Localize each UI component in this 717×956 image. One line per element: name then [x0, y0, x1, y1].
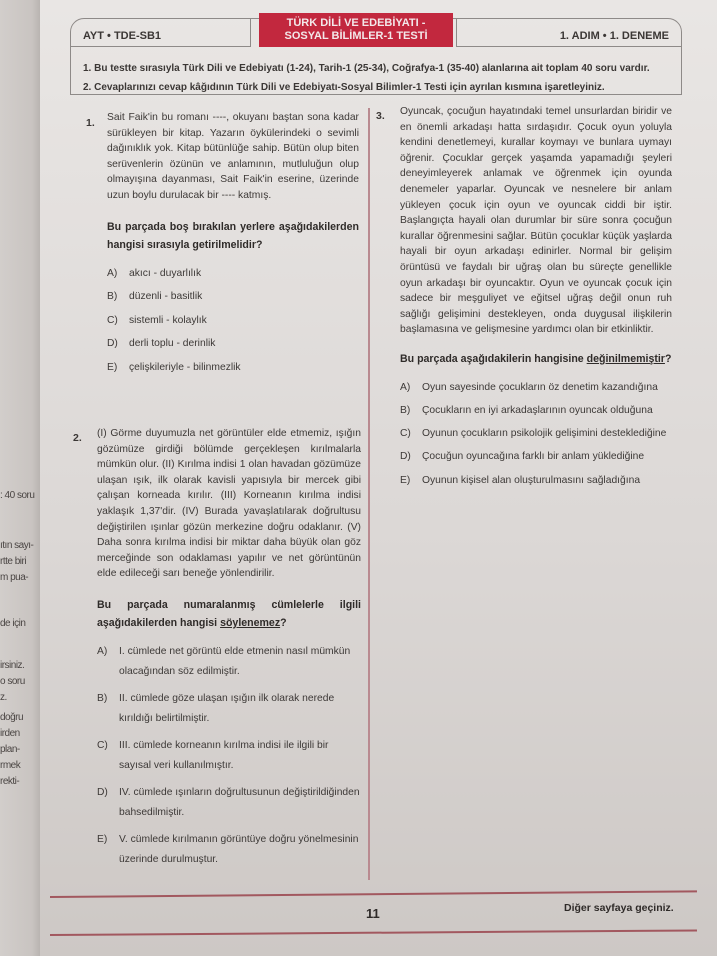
option-letter: C) — [107, 314, 118, 326]
option-text: III. cümlede korneanın kırılma indisi ile ilgili bir sayısal veri kullanılmıştır. — [119, 739, 329, 771]
bleed-text: irsiniz. — [0, 660, 25, 671]
option-text: I. cümlede net görüntü elde etmenin nasıl mümkün olacağından söz edilmiştir. — [119, 645, 351, 677]
option-letter: E) — [400, 474, 411, 486]
option-d[interactable] — [97, 783, 361, 823]
question-3 — [400, 104, 672, 496]
test-instructions — [83, 59, 650, 97]
question-2 — [97, 426, 361, 870]
option-text: V. cümlede kırılmanın görüntüye doğru yönelmesinin üzerinde durulmuştur. — [119, 833, 359, 865]
question-passage: (I) Görme duyumuzla net görüntüler elde etmemiz, ışığın gözümüze girdiği bölümde gerçekleşen kırılmalarla mümkün olur. (II) Kırılma indisi 1 olan havadan gözümüze ulaşan ışık, ilk olarak kavisli yapısıyla bir mercek gibi çalışan korneada kırılır. (III) Korneanın kırılma indisi yaklaşık 1,37'dir. (IV) Burada yavaşlatılarak doğrultusu değiştirilen ışınlar gözün merkezine doğru odaklanır. (V) Daha sonra kırılma indisi bir miktar daha büyük olan göz merceğinde son odaklaması yapılır ve net görüntünün elde edileceği sarı beneğe yönlendirilir. — [97, 428, 361, 580]
test-title-line2: SOSYAL BİLİMLER-1 TESTİ — [284, 30, 428, 42]
question-stem — [400, 350, 672, 368]
instruction-2: 2. Cevaplarınızı cevap kâğıdının Türk Dili ve Edebiyatı-Sosyal Bilimler-1 Testi için ayrılan kısmına işaretleyiniz. — [83, 82, 605, 93]
option-a[interactable] — [97, 642, 361, 682]
option-text: derli toplu - derinlik — [129, 338, 216, 350]
option-e[interactable] — [107, 360, 359, 384]
stem-text: Bu parçada aşağıdakilerin hangisine — [400, 352, 587, 365]
option-d[interactable] — [107, 336, 359, 360]
footer-bottom-rule — [50, 929, 697, 935]
instruction-1: 1. Bu testte sırasıyla Türk Dili ve Edebiyatı (1-24), Tarih-1 (25-34), Coğrafya-1 (35-40) alanlarına ait toplam 40 soru vardır. — [83, 63, 650, 74]
bleed-text: z. — [0, 692, 7, 703]
question-passage: Sait Faik'in bu romanı ----, okuyanı baştan sona kadar sürükleyen bir kitap. Yazarın öykülerindeki o sevimli dağınıklık yok. Kitap bütünlüğe sahip. Bütün olup biten serüvenlerin özünün ve anlamının, mutluluğun olup olmayışına dayanması, Sait Faik'in eserine, üzerinde uzun boylu durulacak bir ---- katmış. — [107, 112, 359, 201]
bleed-text: rekti- — [0, 776, 20, 787]
option-e[interactable] — [97, 830, 361, 870]
option-letter: D) — [107, 338, 118, 350]
option-letter: D) — [97, 786, 108, 798]
bleed-text: rmek — [0, 760, 21, 771]
column-divider — [368, 108, 370, 880]
test-code: AYT • TDE-SB1 — [71, 19, 251, 47]
question-1 — [107, 110, 359, 383]
option-letter: E) — [107, 361, 118, 373]
stem-text: ? — [664, 352, 672, 365]
option-letter: B) — [400, 405, 411, 417]
bleed-text: o soru — [0, 676, 25, 687]
option-text: II. cümlede göze ulaşan ışığın ilk olarak nerede kırıldığı belirtilmiştir. — [119, 692, 335, 724]
bleed-text: doğru — [0, 712, 24, 723]
question-stem: Bu parçada boş bırakılan yerlere aşağıdakilerden hangisi sırasıyla getirilmelidir? — [107, 220, 359, 251]
exam-step-label: 1. ADIM • 1. DENEME — [456, 19, 681, 47]
bleed-text: irden — [0, 728, 20, 739]
stem-emphasis: değinilmemiştir — [586, 352, 665, 365]
question-number: 1. — [86, 117, 95, 129]
option-text: çelişkileriyle - bilinmezlik — [129, 361, 241, 373]
option-letter: C) — [97, 739, 108, 751]
option-text: Oyunun kişisel alan oluşturulmasını sağladığına — [422, 474, 641, 486]
question-number: 2. — [73, 432, 82, 444]
test-header — [70, 18, 682, 95]
test-title-line1: TÜRK DİLİ VE EDEBİYATI - — [286, 17, 426, 29]
option-a[interactable] — [400, 380, 717, 403]
test-title-banner — [259, 13, 453, 47]
option-text: IV. cümlede ışınların doğrultusunun değiştirildiğinden bahsedilmiştir. — [119, 786, 360, 818]
bleed-text: m pua- — [0, 572, 29, 583]
bleed-text: plan- — [0, 744, 20, 755]
stem-text: ? — [280, 616, 287, 629]
option-letter: A) — [97, 645, 108, 657]
previous-page-edge — [0, 0, 40, 956]
option-text: düzenli - basitlik — [129, 291, 203, 303]
option-text: Oyunun çocukların psikolojik gelişimini desteklediğine — [422, 428, 667, 440]
option-text: sistemli - kolaylık — [129, 314, 207, 326]
question-number: 3. — [376, 110, 385, 122]
option-d[interactable] — [400, 449, 717, 472]
bleed-text: de için — [0, 618, 26, 629]
option-text: Çocukların en iyi arkadaşlarının oyuncak olduğuna — [422, 405, 653, 417]
option-letter: A) — [400, 381, 411, 393]
option-c[interactable] — [400, 426, 717, 449]
option-text: Çocuğun oyuncağına farklı bir anlam yüklediğine — [422, 451, 645, 463]
question-passage: Oyuncak, çocuğun hayatındaki temel unsurlardan biridir ve en önemli arkadaşı hatta sırdaşıdır. Çocuk oyun yoluyla kendini denetlemeyi, kurallar koymayı ve bunlara uymayı öğrenir. Çocuklar gerçek yaşamda yapamadığı şeyleri deneyimleyerek anlamak ve öğrenmek için oyunda denemeler yaparlar. Oyuncak ve nesnelere bir anlam yükleyen çocuk için oyun ve oyuncak ciddi bir iştir. Başlangıçta hayali olan durumlar bir süre sonra çocuğun kurallar öğrenmesini sağlar. Bütün çocuklar küçük yaşlarda hayali bir oyun arkadaşı edinirler. Normal bir gelişim örüntüsü ve faydalı bir uğraş olan bu süreçte genellikle oyun arkadaşı bir oyuncaktır. Oyun ve oyuncak çocuk için sadece bir meşguliyet ve eğitsel uğraş değil onun ruh sağlığı gelişimini destekleyen, onda duygusal ilişkilerin başlamasına ve gelişmesine yardımcı olan bir etkinliktir. — [400, 106, 672, 336]
option-letter: B) — [97, 692, 108, 704]
stem-emphasis: söylenemez — [220, 616, 281, 629]
option-letter: D) — [400, 451, 411, 463]
option-a[interactable] — [107, 266, 359, 290]
bleed-text: rtte biri — [0, 556, 27, 567]
option-b[interactable] — [400, 403, 717, 426]
footer-top-rule — [50, 890, 697, 897]
option-text: akıcı - duyarlılık — [129, 267, 202, 279]
option-c[interactable] — [107, 313, 359, 337]
bleed-text: : 40 soru — [0, 490, 35, 501]
stem-text: Bu parçada numaralanmış cümlelerle ilgili aşağıdakilerden hangisi — [97, 598, 361, 629]
question-stem — [97, 596, 361, 632]
option-text: Oyun sayesinde çocukların öz denetim kazandığına — [422, 381, 658, 393]
exam-page — [40, 0, 717, 956]
option-b[interactable] — [107, 289, 359, 313]
next-page-notice: Diğer sayfaya geçiniz. — [564, 902, 674, 914]
option-letter: C) — [400, 428, 411, 440]
option-letter: B) — [107, 291, 118, 303]
option-letter: A) — [107, 267, 118, 279]
option-b[interactable] — [97, 689, 361, 729]
bleed-text: ıtın sayı- — [0, 540, 34, 551]
option-c[interactable] — [97, 736, 361, 776]
page-number: 11 — [366, 906, 380, 921]
option-letter: E) — [97, 833, 108, 845]
option-e[interactable] — [400, 473, 717, 496]
